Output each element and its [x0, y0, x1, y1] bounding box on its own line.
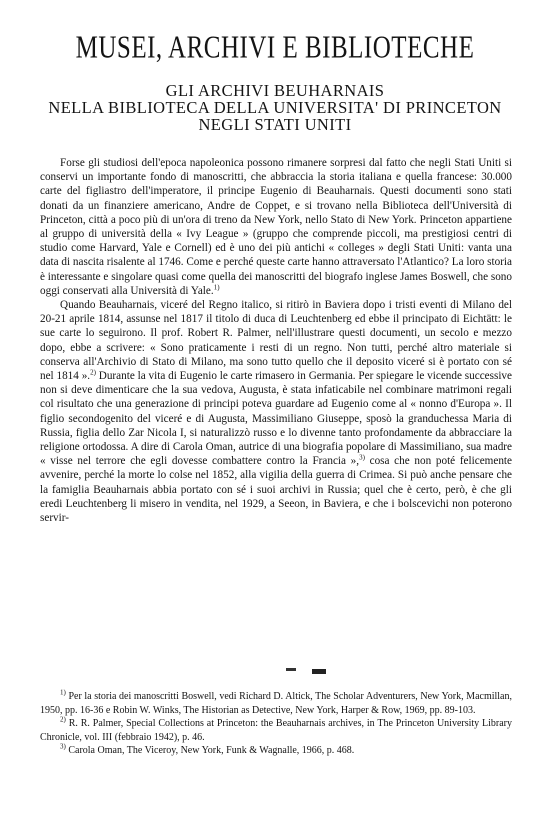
ink-smudge-mark [286, 668, 296, 671]
footnote-2-text: R. R. Palmer, Special Collections at Princeton: the Beauharnais archives, in The Princeton University Library Chronicle, vol. III (febbraio 1942), p. 46. [40, 718, 513, 743]
article-title-line-3: NEGLI STATI UNITI [198, 115, 352, 134]
footnote-ref-2[interactable]: 2) [90, 368, 96, 377]
footnote-ref-1[interactable]: 1) [213, 283, 220, 292]
article-title-line-1: GLI ARCHIVI BEUHARNAIS [165, 81, 385, 100]
footnote-1-mark: 1) [60, 688, 66, 697]
footnote-1-text: Per la storia dei manoscritti Boswell, vedi Richard D. Altick, The Scholar Adventurers, New York, Macmillan, 1950, pp. 16-36 e Robin W. Winks, The Historian as Detective, New York, Harper & Row, 1969, pp. 89-103. [40, 691, 512, 716]
footnote-2 [40, 717, 512, 744]
footnotes [40, 690, 512, 758]
paragraph-2-text-b: Durante la vita di Eugenio le carte rimasero in Germania. Per spiegare le vicende successive non si deve dimenticare che la sua vedova, Augusta, è stata infaticabile nel combinare matrimoni regali col risultato che una generazione di principi poteva guardare ad Eugenio come al « nonno d'Europa ». Il figlio secondogenito del viceré e di Augusta, Massimiliano Giuseppe, sposò la granduchessa Maria di Russia, figlia dello Zar Nicola I, si naturalizzò russo e lo divenne tanto profondamente da abbracciare la religione ortodossa. A dire di Carola Oman, autrice di una biografia popolare di Massimiliano, sua madre « visse nel terrore che egli dovesse combattere contro la Francia », [40, 370, 512, 468]
footnote-3 [40, 744, 512, 758]
footnote-3-mark: 3) [60, 742, 66, 751]
footnote-ref-3[interactable]: 3) [359, 453, 365, 462]
footnote-2-mark: 2) [60, 715, 66, 724]
article-body [40, 156, 512, 525]
section-title: MUSEI, ARCHIVI E BIBLIOTECHE [75, 31, 475, 65]
article-title-line-2: NELLA BIBLIOTECA DELLA UNIVERSITA' DI PRINCETON [48, 98, 502, 117]
paragraph-2 [40, 298, 512, 525]
paragraph-2-text-a: Quando Beauharnais, viceré del Regno italico, si ritirò in Baviera dopo i tristi eventi di Milano del 20-21 aprile 1814, assunse nel 1817 il titolo di duca di Leuchtenberg ed ebbe il principato di Eichtätt: le sue carte lo seguirono. Il prof. Robert R. Palmer, nell'illustrare questi documenti, un secolo e mezzo dopo, ebbe a scrivere: « Sono praticamente i resti di un regno. Non tutti, perché altro materiale si conserva all'Archivio di Stato di Milano, ma sono tutto quello che il deposito viceré si è portato con sé nel 1814 ». [40, 299, 512, 383]
paragraph-1-text: Forse gli studiosi dell'epoca napoleonica possono rimanere sorpresi dal fatto che negli Stati Uniti si conservi un importante fondo di manoscritti, che abbraccia la storia italiana e quella francese: 30.000 carte del figliastro dell'imperatore, il principe Eugenio di Beauharnais. Questi documenti sono stati donati da un finanziere americano, Andre de Coppet, e si trovano nella Biblioteca dell'Università di Princeton, città a poco più di un'ora di treno da New York, nello Stato di New York. Princeton appartiene al gruppo di università della « Ivy League » (gruppo che comprende piccoli, ma prestigiosi centri di studio come Harvard, Yale e Cornell) ed è uno dei più antichi « colleges » degli Stati Uniti: vanta una data di nascita risalente al 1746. Come e perché queste carte hanno attraversato l'Atlantico? La loro storia è interessante e singolare quasi come quella dei manoscritti del biografo inglese James Boswell, che sono oggi conservati alla Università di Yale. [40, 157, 513, 297]
paragraph-1 [40, 156, 512, 298]
footnote-1 [40, 690, 512, 717]
footnote-3-text: Carola Oman, The Viceroy, New York, Funk & Wagnalle, 1966, p. 468. [68, 745, 355, 756]
article-title [0, 82, 550, 133]
ink-blot-mark [312, 669, 326, 674]
paragraph-2-text-c: cosa che non poté felicemente avvenire, perché la morte lo colse nel 1852, alla vigilia della guerra di Crimea. Si può anche pensare che la famiglia Beauharnais abbia portato con sé i suoi archivi in Russia; quel che è certo, però, è che gli eredi Leuchtenberg li misero in vendita, nel 1929, a Seeon, in Baviera, e che i bolscevichi non poterono servir- [40, 455, 513, 525]
